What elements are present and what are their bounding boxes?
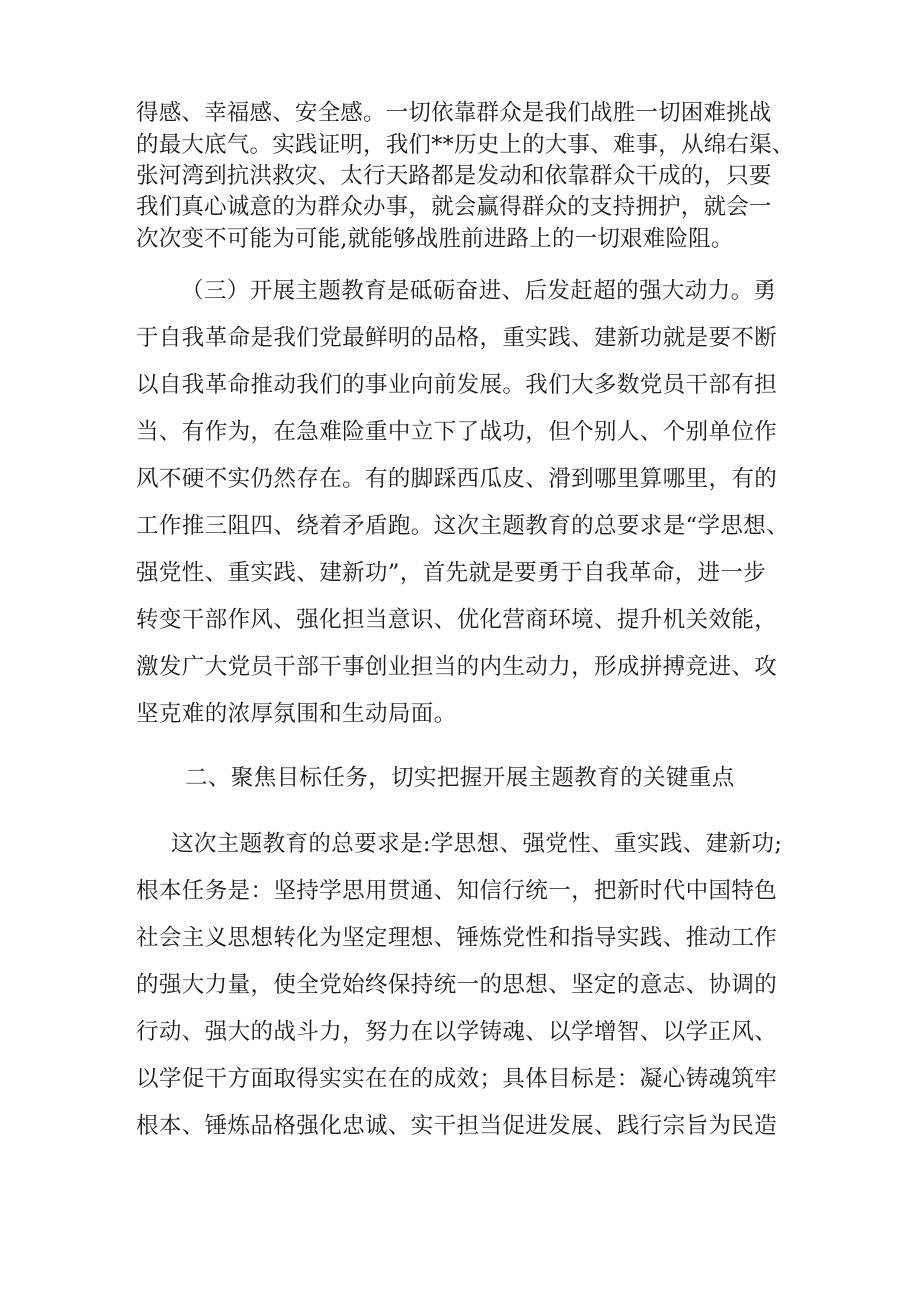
text-line: 根本、锤炼品格强化忠诚、实干担当促进发展、践行宗旨为民造	[136, 1113, 778, 1139]
text-line: 的最大底气。实践证明，我们**历史上的大事、难事，从绵右渠、	[136, 132, 795, 158]
text-line: 当、有作为，在急难险重中立下了战功，但个别人、个别单位作	[136, 419, 778, 445]
text-line: （三）开展主题教育是砥砺奋进、后发赶超的强大动力。勇	[181, 278, 777, 304]
text-line: 强党性、重实践、建新功”，首先就是要勇于自我革命，进一步	[136, 560, 767, 586]
text-line: 激发广大党员干部干事创业担当的内生动力，形成拼搏竞进、攻	[136, 654, 778, 680]
text-line: 行动、强大的战斗力，努力在以学铸魂、以学增智、以学正风、	[136, 1019, 778, 1045]
text-line: 社会主义思想转化为坚定理想、锤炼党性和指导实践、推动工作	[136, 925, 778, 951]
text-line: 我们真心诚意的为群众办事，就会赢得群众的支持拥护，就会一	[136, 194, 772, 220]
text-line: 张河湾到抗洪救灾、太行天路都是发动和依靠群众干成的，只要	[136, 163, 772, 189]
text-line: 以自我革命推动我们的事业向前发展。我们大多数党员干部有担	[136, 372, 778, 398]
text-line: 以学促干方面取得实实在在的成效；具体目标是：凝心铸魂筑牢	[136, 1066, 778, 1092]
text-line: 的强大力量，使全党始终保持统一的思想、坚定的意志、协调的	[136, 972, 778, 998]
section-heading: 二、聚焦目标任务，切实把握开展主题教育的关键重点	[185, 765, 735, 791]
text-line: 工作推三阻四、绕着矛盾跑。这次主题教育的总要求是“学思想、	[136, 513, 790, 539]
text-line: 根本任务是：坚持学思用贯通、知信行统一，把新时代中国特色	[136, 878, 778, 904]
text-line: 坚克难的浓厚氛围和生动局面。	[136, 701, 457, 727]
text-line: 转变干部作风、强化担当意识、优化营商环境、提升机关效能，	[136, 607, 778, 633]
text-line: 次次变不可能为可能,就能够战胜前进路上的一切艰难险阻。	[136, 226, 734, 252]
text-line: 这次主题教育的总要求是:学思想、强党性、重实践、建新功;	[171, 831, 783, 857]
text-line: 得感、幸福感、安全感。一切依靠群众是我们战胜一切困难挑战	[136, 100, 772, 126]
text-line: 于自我革命是我们党最鲜明的品格，重实践、建新功就是要不断	[136, 325, 778, 351]
text-line: 风不硬不实仍然存在。有的脚踩西瓜皮、滑到哪里算哪里，有的	[136, 466, 778, 492]
